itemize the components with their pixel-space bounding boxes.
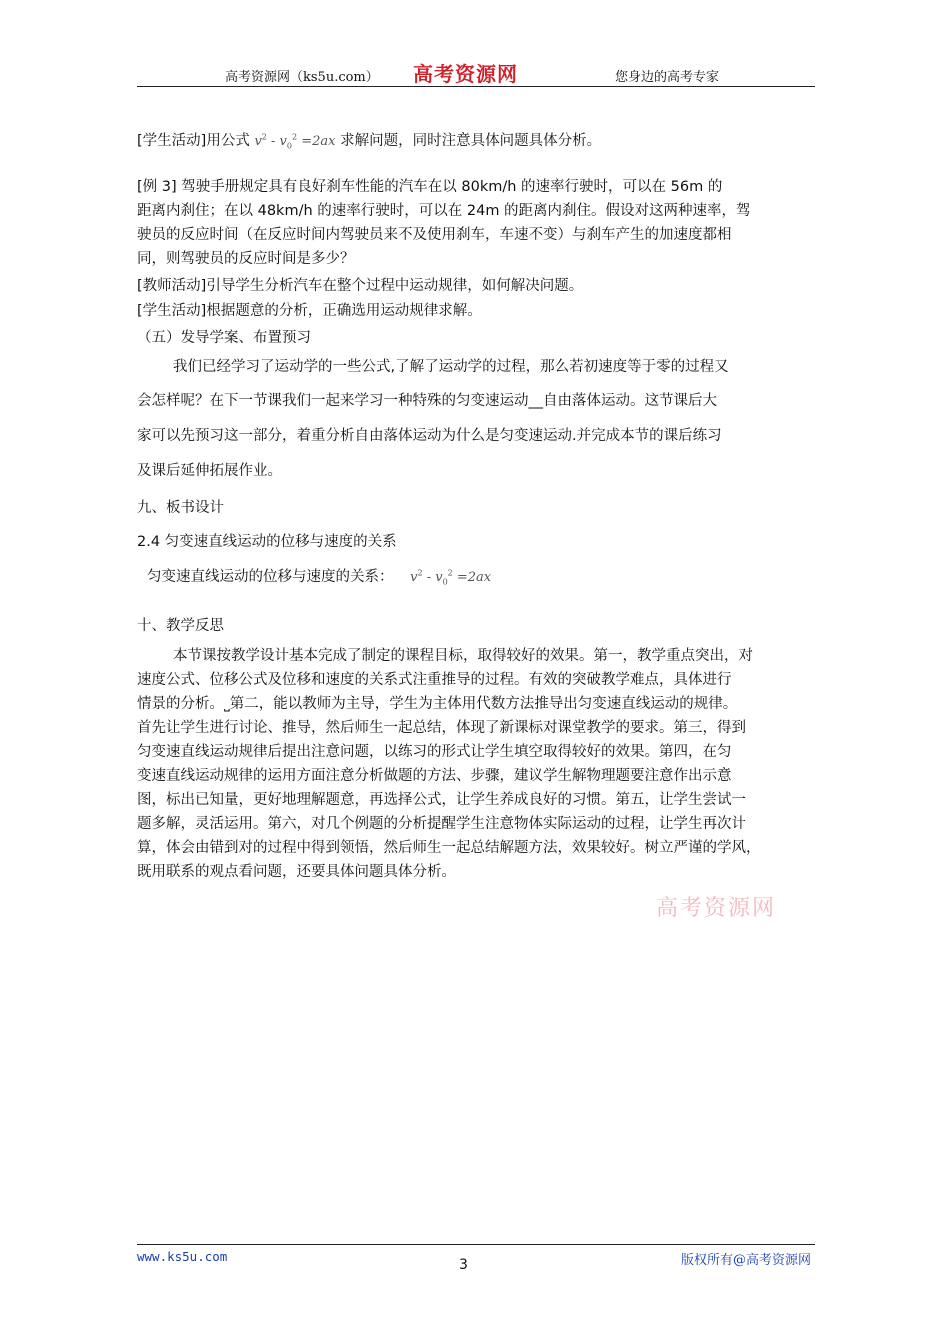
formula-inline: $v^2 - v_0^2 =2ax$ [254, 132, 336, 151]
student-activity-formula [137, 129, 601, 151]
student-activity-prefix: [学生活动]用公式 [137, 133, 250, 149]
board-relation [147, 565, 491, 587]
example3-line2: 距离内刹住；在以 48km/h 的速率行驶时，可以在 24m 的距离内刹住。假设对这两种速率，驾 [137, 203, 751, 219]
teacher-activity: [教师活动]引导学生分析汽车在整个过程中运动规律，如何解决问题。 [137, 278, 584, 294]
preview-line1: 我们已经学习了运动学的一些公式,了解了运动学的过程，那么若初速度等于零的过程又 [173, 359, 729, 375]
reflection-line2: 速度公式、位移公式及位移和速度的关系式注重推导的过程。有效的突破教学难点，具体进行 [137, 672, 732, 688]
preview-line4: 及课后延伸拓展作业。 [137, 463, 282, 479]
section5-title: （五）发导学案、布置预习 [137, 330, 311, 346]
preview-line2: 会怎样呢？在下一节课我们一起来学习一种特殊的匀变速运动__自由落体运动。这节课后大 [137, 393, 717, 409]
footer-copyright: 版权所有@高考资源网 [680, 1253, 811, 1268]
header-site-name: 高考资源网（ks5u.com） [225, 70, 379, 85]
reflection-line3: 情景的分析。⎵第二，能以教师为主导，学生为主体用代数方法推导出匀变速直线运动的规律。 [137, 696, 738, 712]
example3-line4: 同，则驾驶员的反应时间是多少？ [137, 251, 355, 267]
preview-line3: 家可以先预习这一部分，着重分析自由落体运动为什么是匀变速运动.并完成本节的课后练习 [137, 428, 722, 444]
reflection-line10: 既用联系的观点看问题，还要具体问题具体分析。 [137, 864, 456, 880]
header-slogan: 您身边的高考专家 [615, 70, 720, 85]
reflection-line7: 图，标出已知量，更好地理解题意，再选择公式，让学生养成良好的习惯。第五，让学生尝试一 [137, 792, 746, 808]
board-relation-label: 匀变速直线运动的位移与速度的关系： [147, 569, 394, 585]
reflection-line8: 题多解，灵活运用。第六，对几个例题的分析提醒学生注意物体实际运动的过程，让学生再次计 [137, 816, 746, 832]
page-footer [137, 1244, 815, 1273]
section9-title: 九、板书设计 [137, 500, 224, 516]
student-activity-suffix: 求解问题，同时注意具体问题具体分析。 [340, 133, 602, 149]
page-number: 3 [459, 1257, 468, 1273]
section10-title: 十、教学反思 [137, 618, 224, 634]
reflection-line5: 匀变速直线运动规律后提出注意问题，以练习的形式让学生填空取得较好的效果。第四，在匀 [137, 744, 732, 760]
page-header [137, 58, 815, 87]
header-logo: 高考资源网 [413, 62, 518, 86]
board-title: 2.4 匀变速直线运动的位移与速度的关系 [137, 534, 397, 550]
reflection-line1: 本节课按教学设计基本完成了制定的课程目标，取得较好的效果。第一，教学重点突出，对 [173, 648, 753, 664]
student-activity-2: [学生活动]根据题意的分析，正确选用运动规律求解。 [137, 303, 482, 319]
board-formula: $v^2 - v_0^2 =2ax$ [410, 568, 492, 587]
footer-link[interactable]: www.ks5u.com [137, 1249, 228, 1264]
example3-line3: 驶员的反应时间（在反应时间内驾驶员来不及使用刹车，车速不变）与刹车产生的加速度都相 [137, 227, 732, 243]
reflection-line6: 变速直线运动规律的运用方面注意分析做题的方法、步骤，建议学生解物理题要注意作出示意 [137, 768, 732, 784]
watermark-logo: 高考资源网 [656, 896, 777, 921]
example3-line1: [例 3] 驾驶手册规定具有良好刹车性能的汽车在以 80km/h 的速率行驶时，可以在 56m 的 [137, 179, 723, 195]
reflection-line9: 算，体会由错到对的过程中得到领悟，然后师生一起总结解题方法，效果较好。树立严谨的学风， [137, 840, 761, 856]
reflection-line4: 首先让学生进行讨论、推导，然后师生一起总结，体现了新课标对课堂教学的要求。第三，得到 [137, 720, 746, 736]
